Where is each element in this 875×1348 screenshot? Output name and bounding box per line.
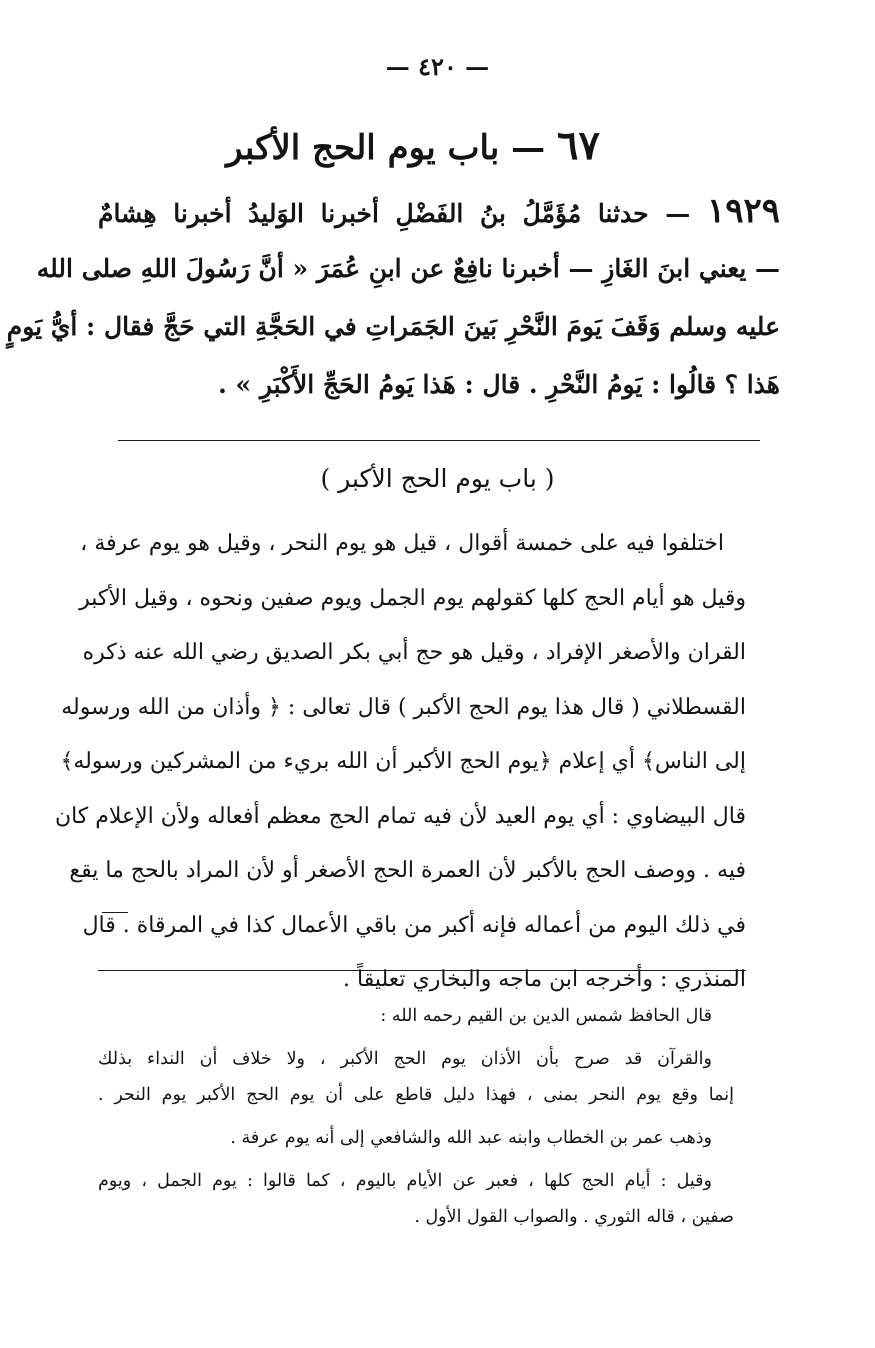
- hadith-line: ١٩٢٩ — حدثنا مُؤَمَّلُ بنُ الفَضْلِ أخبرنا الوَليدُ أخبرنا هِشامٌ: [98, 191, 780, 231]
- footnote-divider: [98, 970, 746, 971]
- commentary-line: القران والأصغر الإفراد ، وقيل هو حج أبي بكر الصديق رضي الله عنه ذكره: [82, 640, 746, 665]
- commentary-line: القسطلاني ( قال هذا يوم الحج الأكبر ) قال تعالى : ﴿ وأذان من الله ورسوله: [61, 694, 746, 720]
- section-divider: [118, 440, 760, 441]
- commentary-line: قال البيضاوي : أي يوم العيد لأن فيه تمام الحج معظم أفعاله ولأن الإعلام كان: [54, 803, 746, 829]
- chapter-title: باب يوم الحج الأكبر: [226, 128, 500, 168]
- hadith-text: [6, 182, 780, 414]
- chapter-number: ٦٧: [557, 122, 600, 169]
- footnote-line: صفين ، قاله الثوري . والصواب القول الأول .: [414, 1207, 734, 1227]
- continuation-dash: [102, 912, 128, 913]
- footnote-line: إنما وقع يوم النحر بمنى ، فهذا دليل قاطع على أن يوم الحج الأكبر يوم النحر .: [98, 1085, 734, 1105]
- hadith-line: هَذا ؟ قالُوا : يَومُ النَّحْرِ . قال : هَذا يَومُ الحَجِّ الأَكْبَرِ » .: [218, 370, 780, 399]
- footnote-line: قال الحافظ شمس الدين بن القيم رحمه الله :: [380, 1006, 712, 1026]
- page-number: — ٤٢٠ —: [385, 52, 490, 81]
- commentary-line: فيه . ووصف الحج بالأكبر لأن العمرة الحج الأصغر أو لأن المراد بالحج ما يقع: [69, 858, 746, 883]
- hadith-number: ١٩٢٩: [706, 191, 780, 231]
- chapter-separator: —: [499, 128, 558, 168]
- commentary-title: ( باب يوم الحج الأكبر ): [320, 464, 555, 493]
- footnote-line: وذهب عمر بن الخطاب وابنه عبد الله والشافعي إلى أنه يوم عرفة .: [230, 1128, 712, 1148]
- commentary-text: [54, 517, 746, 1008]
- footnote-line: والقرآن قد صرح بأن الأذان يوم الحج الأكبر ، ولا خلاف أن النداء بذلك: [98, 1049, 712, 1069]
- footnote-line: وقيل : أيام الحج كلها ، فعبر عن الأيام باليوم ، كما قالوا : يوم الجمل ، ويوم: [98, 1171, 712, 1191]
- footnote-text: [98, 998, 734, 1235]
- commentary-line: في ذلك اليوم من أعماله فإنه أكبر من باقي الأعمال كذا في المرقاة . قال: [82, 912, 746, 938]
- chapter-heading: [226, 122, 600, 169]
- commentary-line: اختلفوا فيه على خمسة أقوال ، قيل هو يوم النحر ، وقيل هو يوم عرفة ،: [80, 531, 724, 556]
- commentary-line: المنذري : وأخرجه ابن ماجه والبخاري تعليقاً .: [343, 967, 746, 992]
- hadith-line: عليه وسلم وَقَفَ يَومَ النَّحْرِ بَينَ الجَمَراتِ في الحَجَّةِ التي حَجَّ فقال : أيُّ يَومٍ: [6, 312, 780, 341]
- commentary-line: وقيل هو أيام الحج كلها كقولهم يوم الجمل ويوم صفين ونحوه ، وقيل الأكبر: [79, 585, 746, 611]
- commentary-line: إلى الناس﴾ أي إعلام ﴿يوم الحج الأكبر أن الله بريء من المشركين ورسوله﴾: [60, 749, 746, 774]
- hadith-line: — يعني ابنَ الغَازِ — أخبرنا نافِعٌ عن ابنِ عُمَرَ « أنَّ رَسُولَ اللهِ صلى الله: [36, 254, 780, 283]
